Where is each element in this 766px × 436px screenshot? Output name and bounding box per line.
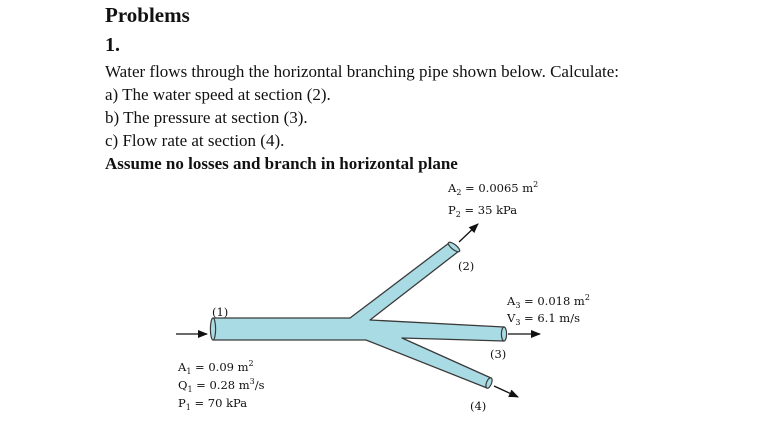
flow-arrow-2	[459, 224, 478, 242]
section-3-velocity: $V_3 = 6.1$ m/s	[507, 311, 580, 327]
section-4-label: (4)	[470, 399, 487, 413]
flow-arrow-4	[494, 386, 518, 397]
section-3-label: (3)	[490, 347, 507, 361]
section-2-area: $A_2 = 0.0065$ $m^2$	[448, 180, 539, 197]
assumption-note: Assume no losses and branch in horizontal plane	[105, 154, 458, 173]
section-2-pressure: $P_2 = 35$ kPa	[448, 203, 518, 219]
question-c: c) Flow rate at section (4).	[105, 131, 285, 150]
question-b: b) The pressure at section (3).	[105, 108, 308, 127]
section-2-label: (2)	[458, 259, 475, 273]
section-1-flowrate: $Q_1 = 0.28$ $m^3/s$	[178, 377, 265, 394]
problem-number: 1.	[105, 34, 120, 56]
section-1-area: $A_1 = 0.09$ $m^2$	[178, 359, 254, 376]
page-heading: Problems	[105, 3, 190, 27]
section-1-label: (1)	[212, 305, 229, 319]
section-3-area: $A_3 = 0.018$ $m^2$	[507, 293, 590, 310]
question-a: a) The water speed at section (2).	[105, 85, 331, 104]
section-1-pressure: $P_1 = 70$ kPa	[178, 396, 248, 412]
problem-intro: Water flows through the horizontal branching pipe shown below. Calculate:	[105, 62, 620, 81]
pipe-end-1	[210, 318, 215, 340]
pipe-end-3	[501, 327, 506, 341]
